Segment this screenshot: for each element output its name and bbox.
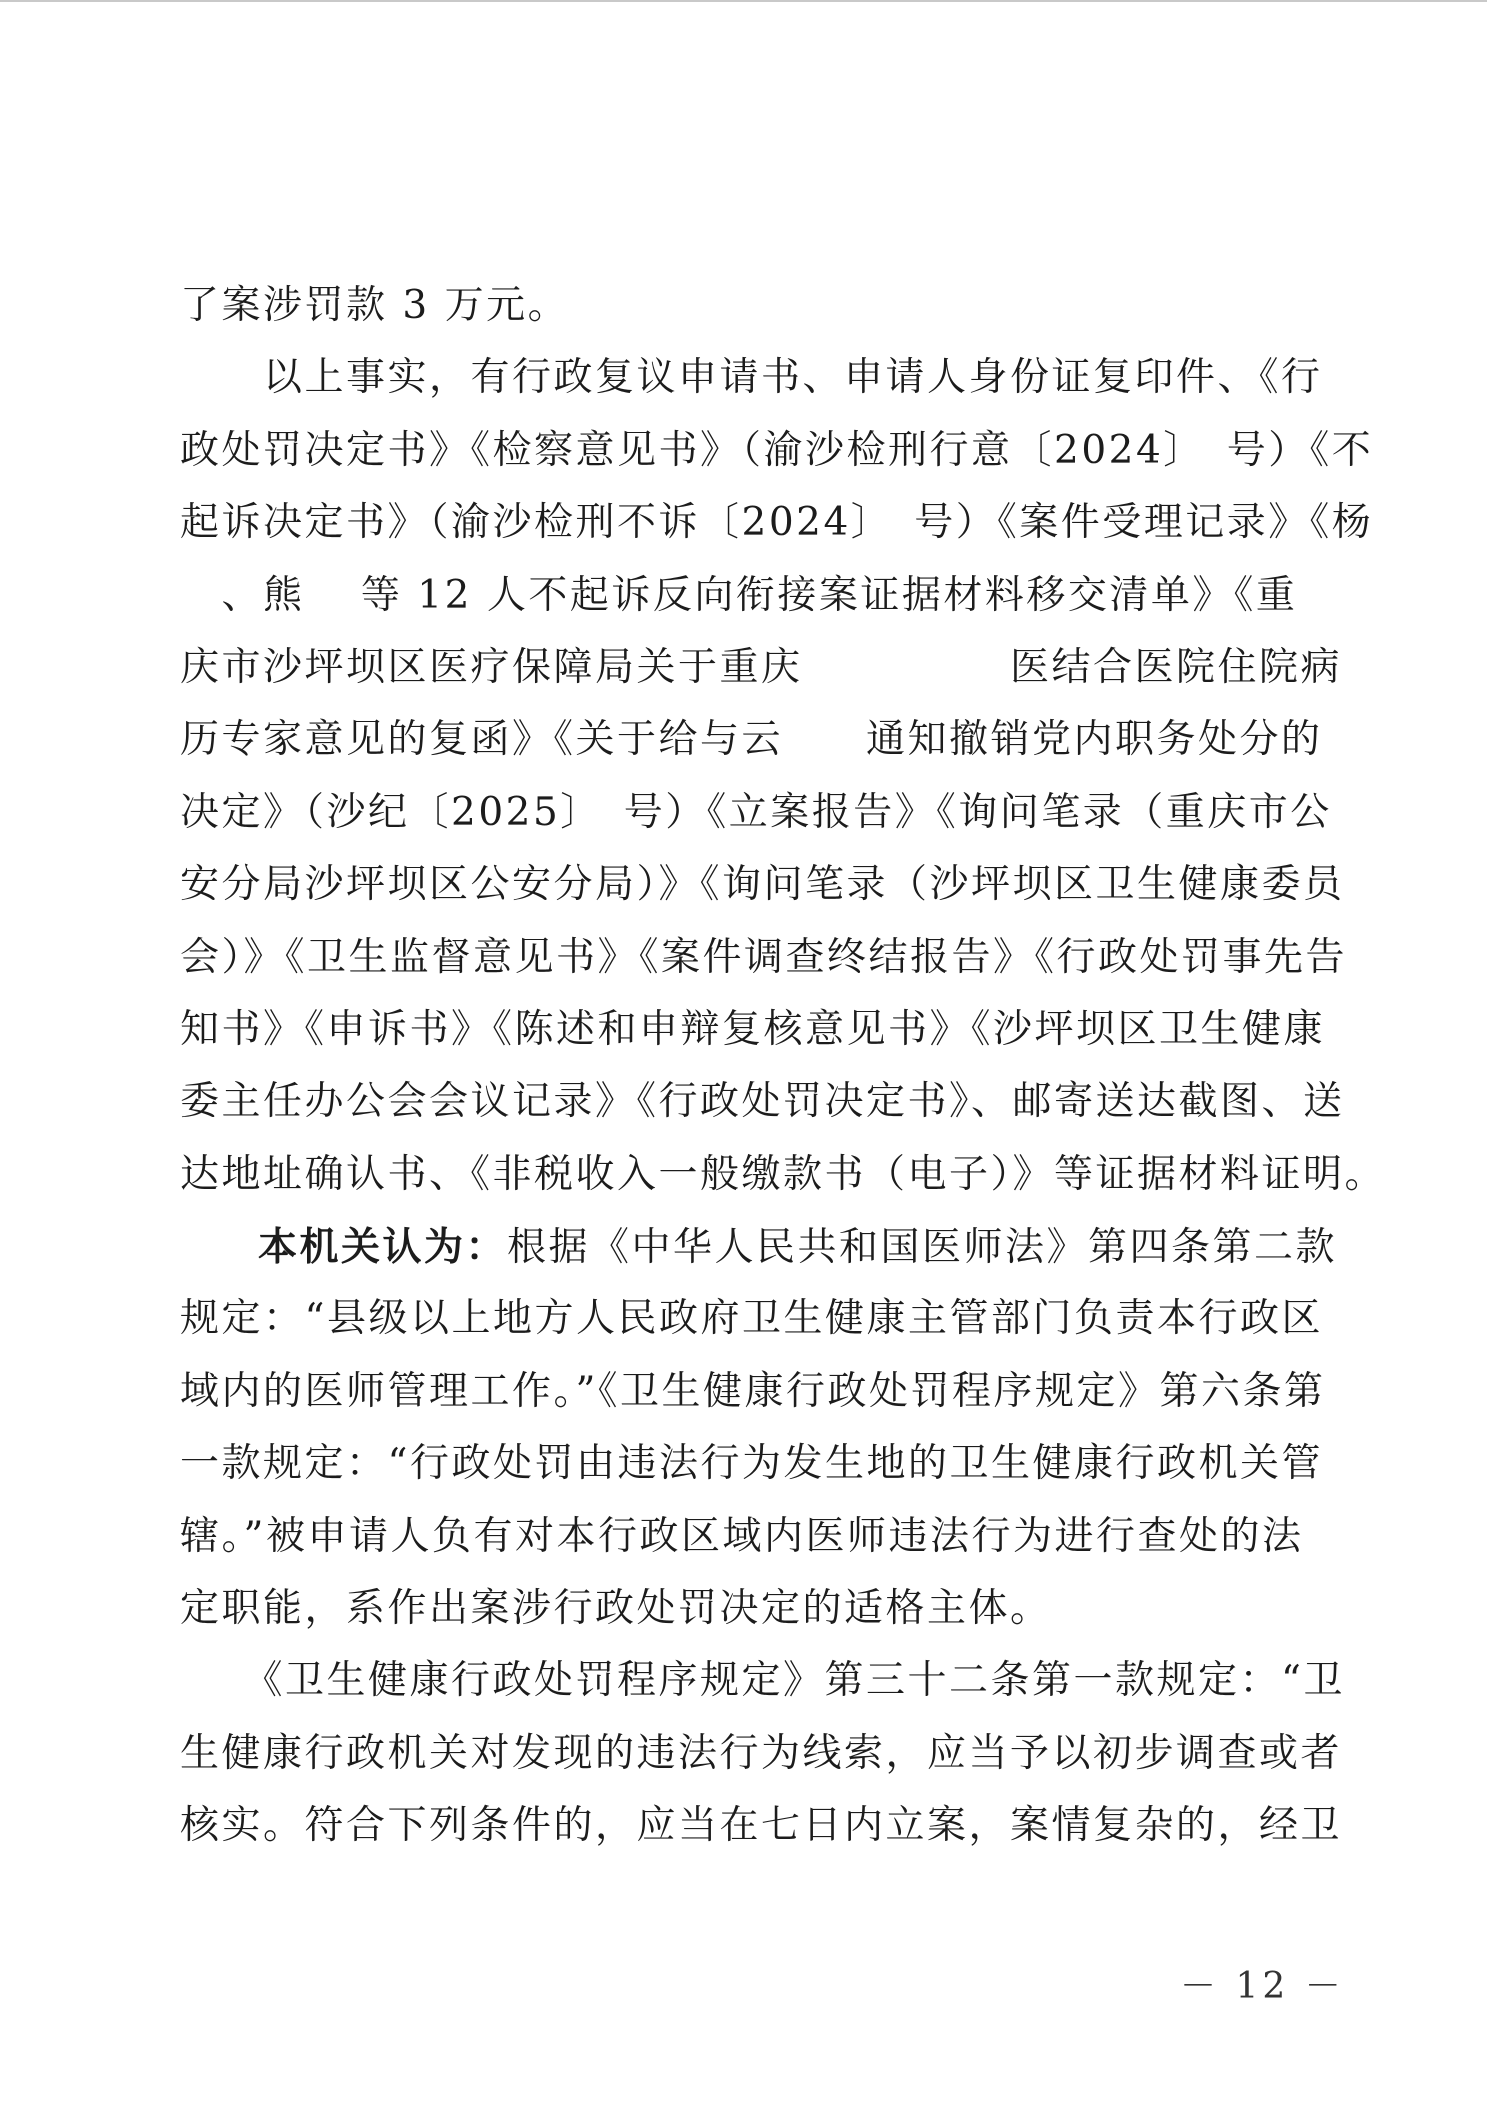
text-line: 知书》《申诉书》《陈述和申辩复核意见书》《沙坪坝区卫生健康 [180, 1006, 1326, 1052]
document-body [180, 270, 1387, 1863]
finding-first-line [180, 1211, 1338, 1283]
text-line: 以上事实，有行政复议申请书、申请人身份证复印件、《行 [180, 355, 1323, 401]
text-line: 庆市沙坪坝区医疗保障局关于重庆 医结合医院住院病 [180, 644, 1343, 690]
text-line: 了案涉罚款 3 万元。 [180, 283, 570, 328]
page-number: － 12 － [1180, 1966, 1345, 2007]
text-line: 定职能，系作出案涉行政处罚决定的适格主体。 [180, 1586, 1052, 1632]
text-line: 委主任办公会会议记录》《行政处罚决定书》、邮寄送达截图、送 [180, 1079, 1345, 1125]
text-line: 《卫生健康行政处罚程序规定》第三十二条第一款规定：“卫 [180, 1658, 1345, 1704]
text-line: 起诉决定书》（渝沙检刑不诉〔2024〕 号）《案件受理记录》《杨 [180, 500, 1374, 546]
text-line: 核实。符合下列条件的，应当在七日内立案，案情复杂的，经卫 [180, 1803, 1343, 1849]
text-line: 安分局沙坪坝区公安分局）》《询问笔录（沙坪坝区卫生健康委员 [180, 862, 1345, 908]
scan-edge-line [0, 0, 1487, 2]
text-line: 域内的医师管理工作。”《卫生健康行政处罚程序规定》第六条第 [180, 1368, 1326, 1414]
finding-lead: 本机关认为： [258, 1224, 508, 1271]
text-line: 达地址确认书、《非税收入一般缴款书（电子）》等证据材料证明。 [180, 1151, 1387, 1197]
finding-text: 根据《中华人民共和国医师法》第四条第二款 [507, 1225, 1338, 1271]
text-line: 辖。”被申请人负有对本行政区域内医师违法行为进行查处的法 [180, 1513, 1304, 1559]
text-line: 历专家意见的复函》《关于给与云 通知撤销党内职务处分的 [180, 717, 1323, 763]
text-line: 规定：“县级以上地方人民政府卫生健康主管部门负责本行政区 [180, 1296, 1323, 1342]
text-line: 政处罚决定书》《检察意见书》（渝沙检刑行意〔2024〕 号）《不 [180, 427, 1374, 473]
text-line: 生健康行政机关对发现的违法行为线索，应当予以初步调查或者 [180, 1730, 1343, 1776]
text-line: 一款规定：“行政处罚由违法行为发生地的卫生健康行政机关管 [180, 1441, 1323, 1487]
text-line: 决定》（沙纪〔2025〕 号）《立案报告》《询问笔录（重庆市公 [180, 789, 1332, 835]
text-line: 、熊 等 12 人不起诉反向衔接案证据材料移交清单》《重 [180, 572, 1298, 618]
text-line: 会）》《卫生监督意见书》《案件调查终结报告》《行政处罚事先告 [180, 934, 1348, 980]
